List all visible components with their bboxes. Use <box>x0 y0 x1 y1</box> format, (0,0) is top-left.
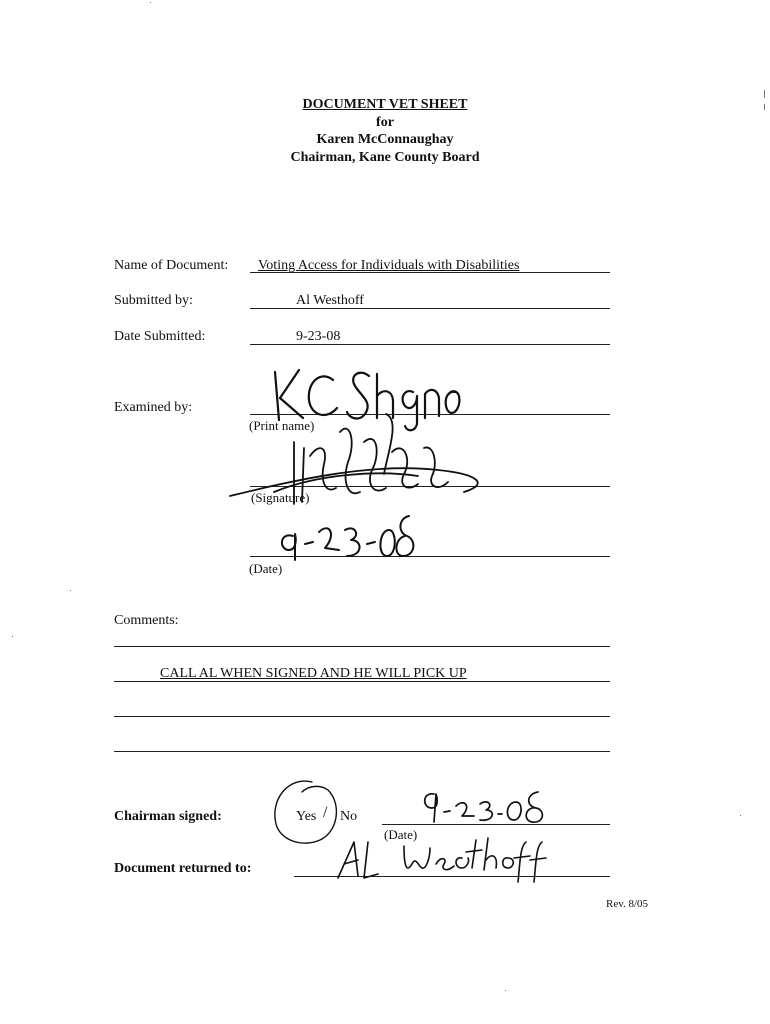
date-submitted-label: Date Submitted: <box>114 329 206 344</box>
comments-line-4 <box>114 751 610 752</box>
submitted-by-value: Al Westhoff <box>296 293 364 308</box>
no-option: No <box>340 809 358 824</box>
header-position: Chairman, Kane County Board <box>290 149 480 165</box>
yes-no-divider: / <box>323 804 328 821</box>
document-returned-label: Document returned to: <box>114 861 252 876</box>
comments-line-1 <box>114 646 610 647</box>
chairman-date-line <box>382 824 610 825</box>
revision-label: Rev. 8/05 <box>606 898 649 910</box>
name-of-document-value: Voting Access for Individuals with Disabilities <box>258 258 520 273</box>
chairman-date-caption: (Date) <box>384 827 418 842</box>
examined-date-caption: (Date) <box>249 561 283 576</box>
document-returned-line <box>294 876 610 877</box>
name-of-document-line <box>250 272 610 273</box>
comments-line-2 <box>114 681 610 682</box>
date-submitted-line <box>250 344 610 345</box>
submitted-by-label: Submitted by: <box>114 293 193 308</box>
print-name-caption: (Print name) <box>249 418 315 433</box>
document-header <box>0 96 770 166</box>
signature-line <box>250 486 610 487</box>
header-name: Karen McConnaughay <box>316 132 454 147</box>
yes-option: Yes <box>296 809 317 824</box>
document-returned-handwriting <box>332 834 554 888</box>
comments-text: CALL AL WHEN SIGNED AND HE WILL PICK UP <box>160 666 467 681</box>
scan-speck <box>12 636 13 637</box>
date-submitted-value: 9-23-08 <box>296 329 341 344</box>
chairman-signed-label: Chairman signed: <box>114 809 222 824</box>
examined-date-line <box>250 556 610 557</box>
scan-speck <box>764 104 765 110</box>
document-title: DOCUMENT VET SHEET <box>302 97 468 112</box>
examined-by-label: Examined by: <box>114 400 193 415</box>
scan-speck <box>150 2 151 3</box>
name-of-document-label: Name of Document: <box>114 258 229 273</box>
scan-speck <box>764 90 765 98</box>
signature-caption: (Signature) <box>251 490 310 505</box>
header-for: for <box>376 114 394 130</box>
submitted-by-line <box>250 308 610 309</box>
comments-label: Comments: <box>114 613 179 628</box>
examined-date-handwriting <box>275 508 425 570</box>
scan-speck <box>505 990 506 991</box>
chairman-date-handwriting <box>418 784 548 834</box>
scan-speck <box>740 815 741 816</box>
comments-line-3 <box>114 716 610 717</box>
scan-speck <box>70 590 71 591</box>
print-name-line <box>250 414 610 415</box>
